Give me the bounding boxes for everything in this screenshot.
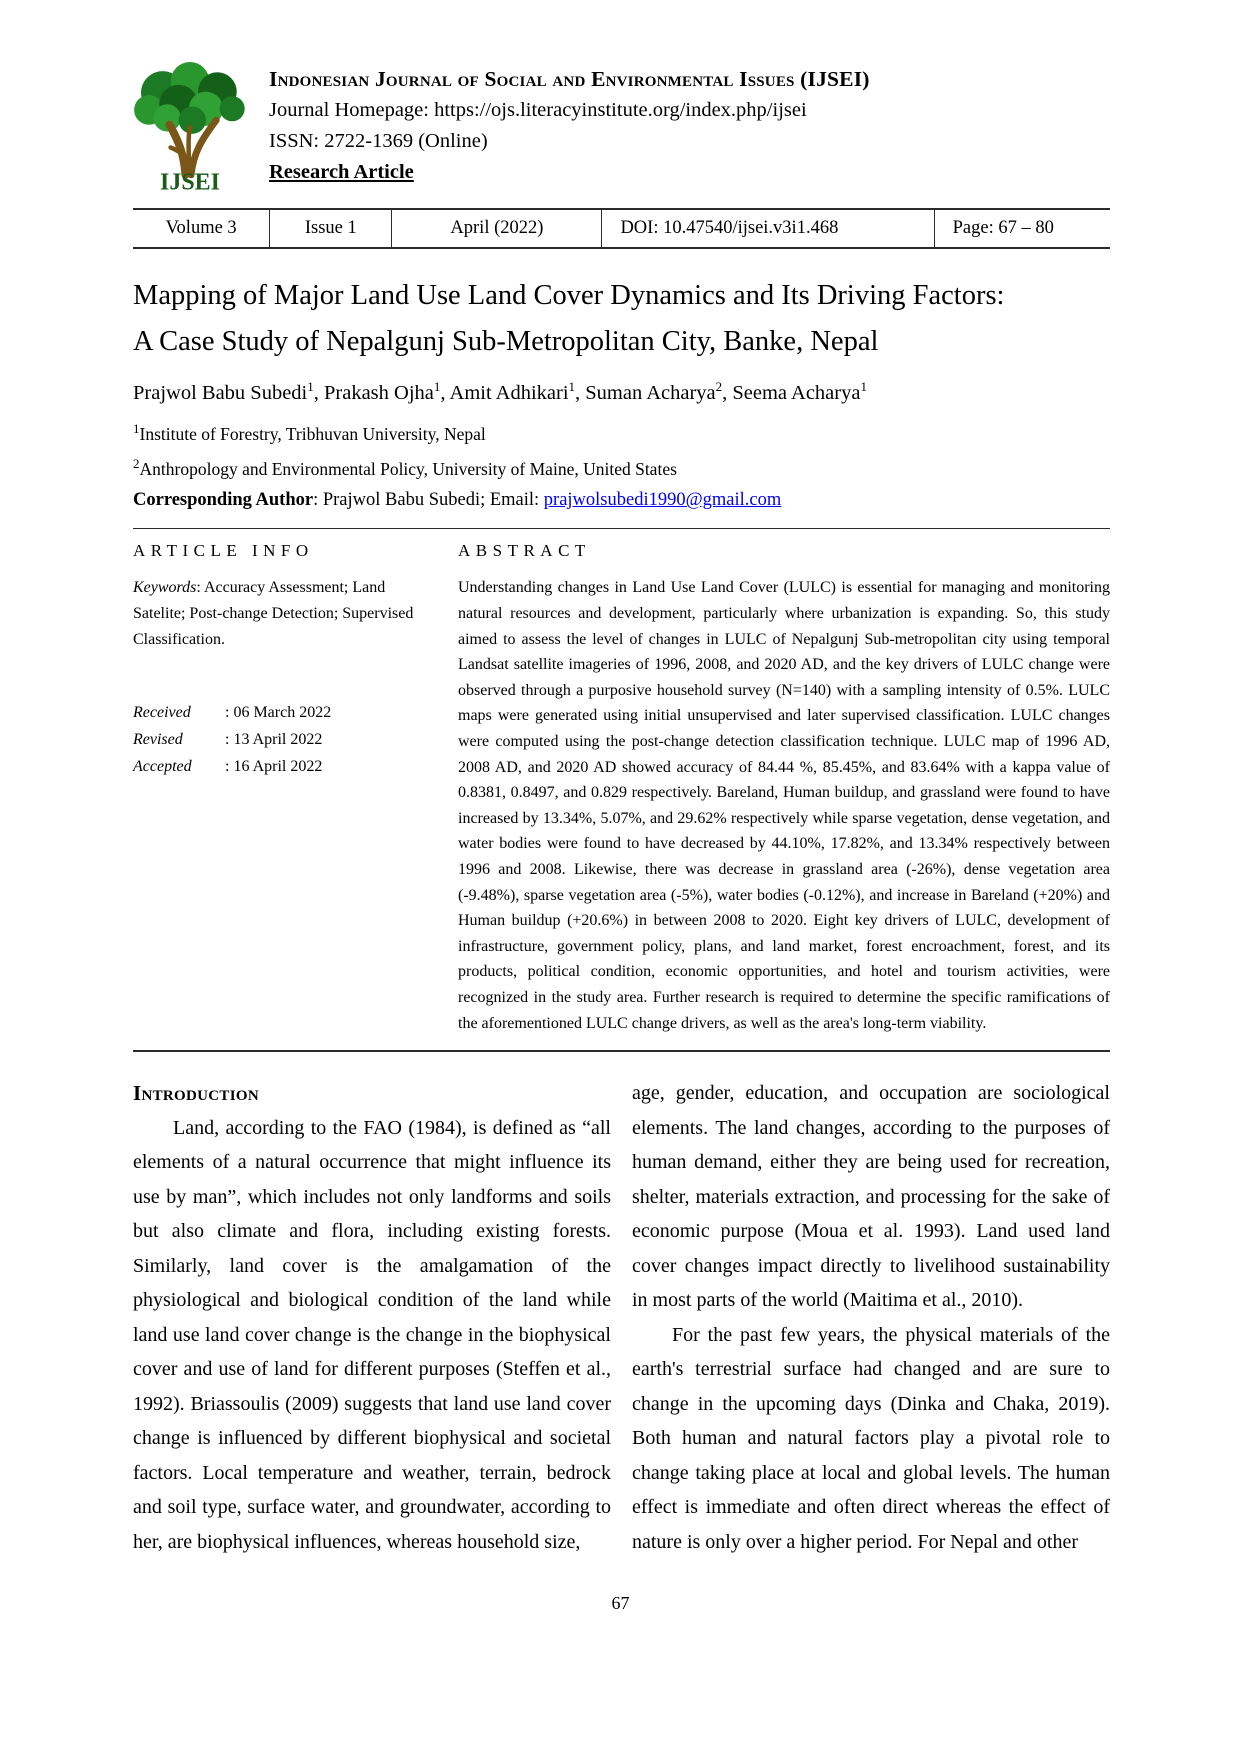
journal-logo tree-icon bbox=[133, 60, 247, 194]
pages-cell: Page: 67 – 80 bbox=[934, 209, 1110, 248]
issue-meta-table bbox=[133, 208, 1110, 249]
article-info-column bbox=[133, 541, 438, 1036]
body-paragraph: For the past few years, the physical materials of the earth's terrestrial surface had changed and are sure to change in the upcoming days (Dinka and Chaka, 2019). Both human and natural factors play a pivotal role to change taking place at local and global levels. The human effect is immediate and often direct whereas the effect of nature is only over a higher period. For Nepal and other bbox=[632, 1323, 1110, 1553]
affiliation-2: $^2$Anthropology and Environmental Policy, University of Maine, United States bbox=[133, 455, 677, 479]
affiliations bbox=[133, 414, 1110, 484]
received-date: Received : 06 March 2022 bbox=[133, 704, 332, 722]
author: , Prakash Ojha$^1$ bbox=[313, 379, 441, 404]
journal-homepage: Journal Homepage: https://ojs.literacyinstitute.org/index.php/ijsei bbox=[269, 99, 807, 121]
article-type-label: Research Article bbox=[269, 161, 414, 183]
journal-issn: ISSN: 2722-1369 (Online) bbox=[269, 130, 488, 152]
volume-cell: Volume 3 bbox=[165, 218, 237, 238]
email-link[interactable]: prajwolsubedi1990@gmail.com bbox=[543, 490, 782, 511]
author: Prajwol Babu Subedi$^1$ bbox=[133, 379, 314, 404]
info-abstract-block bbox=[133, 529, 1110, 1050]
article-info-heading: ARTICLE INFO bbox=[133, 541, 314, 561]
abstract-heading: ABSTRACT bbox=[458, 541, 591, 561]
journal-header bbox=[133, 60, 1110, 194]
author: , Amit Adhikari$^1$ bbox=[440, 379, 576, 404]
abstract-text: Understanding changes in Land Use Land Cover (LULC) is essential for managing and monitoring natural resources and development, particularly where urbanization is expanding. So, this study aimed to assess the level of changes in LULC of Nepalgunj Sub-metropolitan city using temporal Landsat satellite imageries of 1996, 2008, and 2020 AD, and the key drivers of LULC change were observed through a purposive household survey (N=140) with a sampling intensity of 0.5%. LULC maps were generated using initial unsupervised and later supervised classification. LULC changes were computed using the post-change detection classification technique. LULC map of 1996 AD, 2008 AD, and 2020 AD showed accuracy of 84.44 %, 85.45%, and 83.64% with a kappa value of 0.8381, 0.8497, and 0.829 respectively. Bareland, Human buildup, and grassland were found to have increased by 13.34%, 5.07%, and 29.62% respectively while sparse vegetation, dense vegetation, and water bodies were found to have decreased by 44.10%, 17.82%, and 13.34% respectively between 1996 and 2008. Likewise, there was decrease in grassland area (-26%), dense vegetation area (-9.48%), sparse vegetation area (-5%), water bodies (-0.12%), and increase in Bareland (+20%) and Human buildup (+20.6%) in between 2008 to 2020. Eight key drivers of LULC, development of infrastructure, government policy, plans, and land market, forest encroachment, forest, and its products, political condition, economic opportunities, and hotel and tourism activities, were recognized in the study area. Further research is required to determine the specific ramifications of the aforementioned LULC change drivers, as well as the area's long-term viability. bbox=[458, 579, 1110, 1032]
keywords: Keywords: Accuracy Assessment; Land Satelite; Post-change Detection; Supervised Classification. bbox=[133, 579, 414, 649]
doi-cell: DOI: 10.47540/ijsei.v3i1.468 bbox=[602, 209, 934, 248]
article-body bbox=[133, 1076, 1110, 1559]
article-dates bbox=[133, 699, 438, 780]
logo-text: IJSEI bbox=[160, 169, 220, 194]
body-paragraph: age, gender, education, and occupation are sociological elements. The land changes, according to the purposes of human demand, either they are being used for recreation, shelter, materials extraction, and processing for the sake of economic purpose (Moua et al. 1993). Land used land cover changes impact directly to livelihood sustainability in most parts of the world (Maitima et al., 2010). bbox=[632, 1082, 1110, 1312]
revised-date: Revised : 13 April 2022 bbox=[133, 731, 323, 749]
title-line-2: A Case Study of Nepalgunj Sub-Metropolitan City, Banke, Nepal bbox=[133, 326, 879, 357]
date-cell: April (2022) bbox=[392, 209, 602, 248]
affiliation-1: $^1$Institute of Forestry, Tribhuvan University, Nepal bbox=[133, 420, 486, 444]
body-paragraph: Land, according to the FAO (1984), is defined as “all elements of a natural occurrence that might influence its use by man”, which includes not only landforms and soils but also climate and flora, including existing forests. Similarly, land cover is the amalgamation of the physiological and biological condition of the land while land use land cover change is the change in the biophysical cover and use of land for different purposes (Steffen et al., 1992). Briassoulis (2009) suggests that land use land cover change is influenced by different biophysical and societal factors. Local temperature and weather, terrain, bedrock and soil type, surface water, and groundwater, according to her, are biophysical influences, whereas household size, bbox=[133, 1116, 611, 1553]
accepted-date: Accepted : 16 April 2022 bbox=[133, 758, 323, 776]
authors-line bbox=[133, 379, 1110, 405]
divider bbox=[133, 1050, 1110, 1052]
keywords-label: Keywords bbox=[133, 579, 197, 597]
table-row bbox=[133, 209, 1110, 248]
journal-title: Indonesian Journal of Social and Environmental Issues (IJSEI) bbox=[269, 67, 870, 91]
author: , Seema Acharya$^1$ bbox=[722, 379, 867, 404]
page-title bbox=[133, 273, 1110, 365]
body-left-column bbox=[133, 1076, 611, 1559]
body-right-column bbox=[632, 1076, 1110, 1559]
author: , Suman Acharya$^2$ bbox=[575, 379, 723, 404]
corresponding-author-line: Corresponding Author: Prajwol Babu Subedi; Email: prajwolsubedi1990@gmail.com bbox=[133, 490, 782, 511]
corresponding-author-label: Corresponding Author bbox=[133, 490, 314, 511]
page-number: 67 bbox=[611, 1593, 630, 1613]
introduction-heading: Introduction bbox=[133, 1081, 259, 1106]
abstract-column bbox=[458, 541, 1110, 1036]
issue-cell: Issue 1 bbox=[270, 209, 392, 248]
title-line-1: Mapping of Major Land Use Land Cover Dynamics and Its Driving Factors: bbox=[133, 280, 1005, 311]
